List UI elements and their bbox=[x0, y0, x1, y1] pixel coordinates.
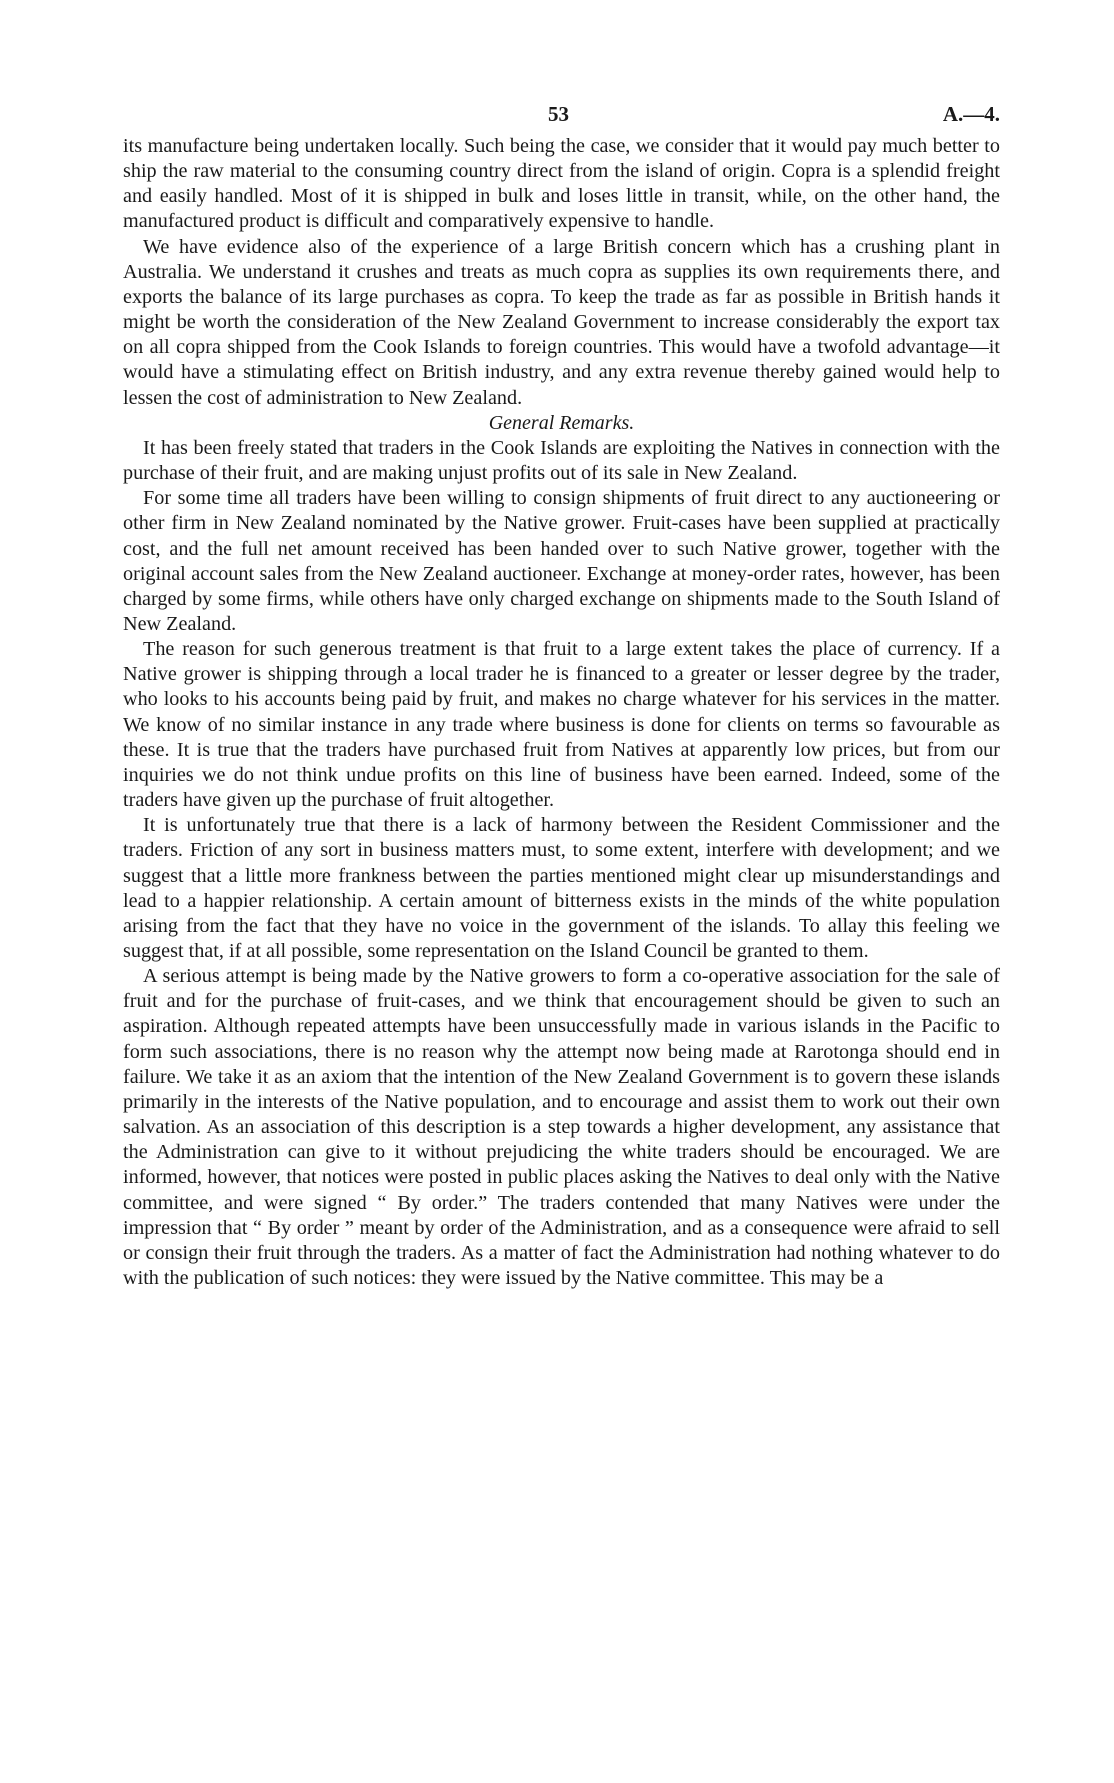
section-heading: General Remarks. bbox=[488, 411, 635, 434]
page-header bbox=[123, 94, 1000, 134]
paragraph: For some time all traders have been willing to consign shipments of fruit direct to any auctioneering or other firm in New Zealand nominated by the Native grower. Fruit-cases have been supplied at practically cost, and the full net amount received has been handed over to such Native grower, together with the original account sales from the New Zealand auctioneer. Exchange at money-order rates, however, has been charged by some firms, while others have only charged exchange on shipments made to the South Island of New Zealand. bbox=[123, 487, 1000, 635]
paragraph: The reason for such generous treatment is that fruit to a large extent takes the place of currency. If a Native grower is shipping through a local trader he is financed to a greater or lesser degree by the trader, who looks to his accounts being paid by fruit, and makes no charge whatever for his services in the matter. We know of no similar instance in any trade where business is done for clients on terms so favourable as these. It is true that the traders have purchased fruit from Natives at apparently low prices, but from our inquiries we do not think undue profits on this line of business have been earned. Indeed, some of the traders have given up the purchase of fruit altogether. bbox=[123, 638, 1000, 812]
paragraph-continued: its manufacture being undertaken locally. Such being the case, we consider that it would pay much better to ship the raw material to the consuming country direct from the island of origin. Copra is a splendid freight and easily handled. Most of it is shipped in bulk and loses little in transit, while, on the other hand, the manufactured product is difficult and comparatively expensive to handle. bbox=[123, 135, 1000, 233]
paragraph: It is unfortunately true that there is a lack of harmony between the Resident Commissioner and the traders. Friction of any sort in business matters must, to some extent, interfere with development; and we suggest that a little more frankness between the parties mentioned might clear up misunderstandings and lead to a happier relationship. A certain amount of bitterness exists in the minds of the white population arising from the fact that they have no voice in the government of the islands. To allay this feeling we suggest that, if at all possible, some representation on the Island Council be granted to them. bbox=[123, 814, 1000, 962]
body-text bbox=[123, 134, 1000, 1291]
paragraph: It has been freely stated that traders in the Cook Islands are exploiting the Natives in connection with the purchase of their fruit, and are making unjust profits out of its sale in New Zealand. bbox=[123, 436, 1000, 485]
document-page bbox=[123, 94, 1000, 1291]
document-reference: A.—4. bbox=[942, 102, 1000, 126]
paragraph: A serious attempt is being made by the Native growers to form a co-operative association for the sale of fruit and for the purchase of fruit-cases, and we think that encouragement should be given to such an aspiration. Although repeated attempts have been unsuccessfully made in various islands in the Pacific to form such associations, there is no reason why the attempt now being made at Rarotonga should end in failure. We take it as an axiom that the intention of the New Zealand Government is to govern these islands primarily in the interests of the Native population, and to encourage and assist them to work out their own salvation. As an association of this description is a step towards a higher development, any assistance that the Administration can give to it without prejudicing the white traders should be encouraged. We are informed, however, that notices were posted in public places asking the Natives to deal only with the Native committee, and were signed “ By order.” The traders contended that many Natives were under the impression that “ By order ” meant by order of the Administration, and as a consequence were afraid to sell or consign their fruit through the traders. As a matter of fact the Administration had nothing whatever to do with the publication of such notices: they were issued by the Native committee. This may be a bbox=[123, 965, 1000, 1290]
paragraph: We have evidence also of the experience of a large British concern which has a crushing plant in Australia. We understand it crushes and treats as much copra as supplies its own requirements there, and exports the balance of its large purchases as copra. To keep the trade as far as possible in British hands it might be worth the consideration of the New Zealand Government to increase considerably the export tax on all copra shipped from the Cook Islands to foreign countries. This would have a twofold advantage—it would have a stimulating effect on British industry, and any extra revenue thereby gained would help to lessen the cost of administration to New Zealand. bbox=[123, 235, 1000, 409]
page-number: 53 bbox=[548, 102, 569, 126]
